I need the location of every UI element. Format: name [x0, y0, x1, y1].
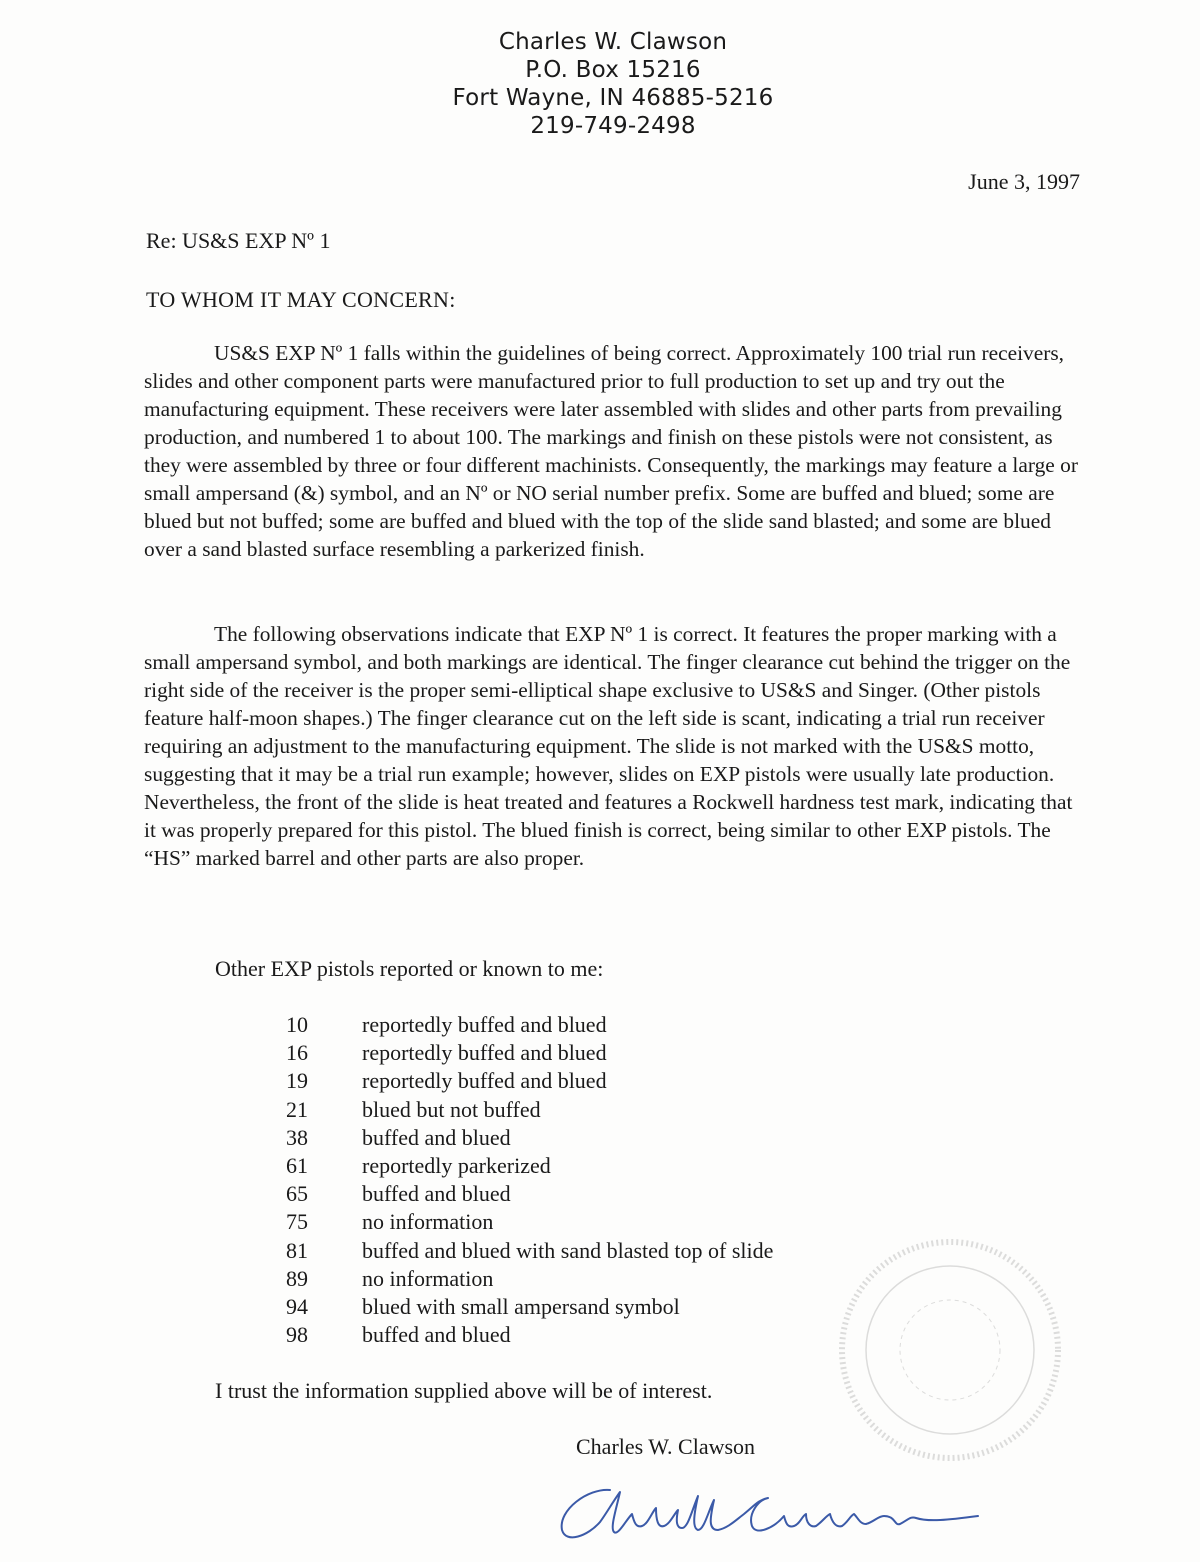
- list-item: [286, 1124, 773, 1152]
- pistol-description: no information: [362, 1265, 494, 1291]
- pistol-description: blued but not buffed: [362, 1096, 541, 1122]
- letterhead: [0, 28, 1200, 140]
- pistol-description: reportedly buffed and blued: [362, 1068, 607, 1094]
- paragraph-2: The following observations indicate that EXP Nº 1 is correct. It features the proper marking with a small ampersand symbol, and both markings are identical. The finger clearance cut behind the trigger on the right side of the receiver is the proper semi-elliptical shape exclusive to US&S and Singer. (Other pistols feature half-moon shapes.) The finger clearance cut on the left side is scant, indicating a trial run receiver requiring an adjustment to the manufacturing equipment. The slide is not marked with the US&S motto, suggesting that it may be a trial run example; however, slides on EXP pistols were usually late production. Nevertheless, the front of the slide is heat treated and features a Rockwell hardness test mark, indicating that it was properly prepared for this pistol. The blued finish is correct, being similar to other EXP pistols. The “HS” marked barrel and other parts are also proper.: [144, 622, 1073, 870]
- list-item: [286, 1039, 773, 1067]
- pistol-number: 94: [286, 1294, 308, 1320]
- pistol-number: 89: [286, 1265, 308, 1291]
- pistol-description: buffed and blued with sand blasted top of slide: [362, 1237, 774, 1263]
- pistol-description: reportedly buffed and blued: [362, 1012, 607, 1037]
- pistol-number: 61: [286, 1153, 308, 1179]
- pistol-number: 75: [286, 1209, 308, 1235]
- pistol-description: no information: [362, 1209, 494, 1235]
- seal-center-ring: [900, 1300, 1000, 1400]
- closing-line: I trust the information supplied above will be of interest.: [215, 1378, 713, 1403]
- pistol-description: buffed and blued: [362, 1181, 511, 1207]
- handwritten-signature-icon: [548, 1470, 988, 1550]
- pistol-number: 16: [286, 1040, 308, 1066]
- letter-date: June 3, 1997: [968, 169, 1080, 194]
- list-item: [286, 1067, 773, 1095]
- salutation: TO WHOM IT MAY CONCERN:: [146, 287, 456, 312]
- list-item: [286, 1152, 773, 1180]
- seal-inner-ring: [866, 1266, 1034, 1434]
- list-item: [286, 1321, 773, 1349]
- list-item: [286, 1293, 773, 1321]
- list-intro: Other EXP pistols reported or known to me:: [215, 956, 604, 981]
- letterhead-name: Charles W. Clawson: [498, 29, 728, 55]
- list-item: [286, 1011, 773, 1039]
- list-item: [286, 1208, 773, 1236]
- list-item: [286, 1237, 773, 1265]
- pistol-number: 65: [286, 1181, 308, 1207]
- pistol-number: 98: [286, 1322, 308, 1348]
- list-item: [286, 1265, 773, 1293]
- pistol-number: 38: [286, 1124, 308, 1150]
- signature-stroke: [562, 1490, 978, 1537]
- pistol-description: reportedly parkerized: [362, 1153, 551, 1179]
- pistol-description: blued with small ampersand symbol: [362, 1294, 680, 1320]
- signer-name: Charles W. Clawson: [576, 1434, 756, 1459]
- pistol-description: buffed and blued: [362, 1124, 511, 1150]
- subject-line: Re: US&S EXP Nº 1: [146, 228, 331, 253]
- list-item: [286, 1180, 773, 1208]
- pistol-list: [286, 1011, 773, 1349]
- pistol-number: 19: [286, 1068, 308, 1094]
- list-item: [286, 1096, 773, 1124]
- pistol-description: buffed and blued: [362, 1322, 511, 1348]
- letterhead-city: Fort Wayne, IN 46885-5216: [452, 85, 774, 111]
- letterhead-phone: 219-749-2498: [530, 113, 696, 139]
- pistol-number: 10: [286, 1012, 308, 1037]
- pistol-number: 21: [286, 1096, 308, 1122]
- letterhead-po-box: P.O. Box 15216: [525, 57, 701, 83]
- pistol-number: 81: [286, 1237, 308, 1263]
- seal-outer-ring: [842, 1242, 1058, 1458]
- pistol-description: reportedly buffed and blued: [362, 1040, 607, 1066]
- embossed-seal-icon: [835, 1235, 1065, 1465]
- paragraph-1: US&S EXP Nº 1 falls within the guidelines of being correct. Approximately 100 trial run receivers, slides and other component parts were manufactured prior to full production to set up and try out the manufacturing equipment. These receivers were later assembled with slides and other parts from prevailing production, and numbered 1 to about 100. The markings and finish on these pistols were not consistent, as they were assembled by three or four different machinists. Consequently, the markings may feature a large or small ampersand (&) symbol, and an Nº or NO serial number prefix. Some are buffed and blued; some are blued but not buffed; some are buffed and blued with the top of the slide sand blasted; and some are blued over a sand blasted surface resembling a parkerized finish.: [144, 341, 1078, 561]
